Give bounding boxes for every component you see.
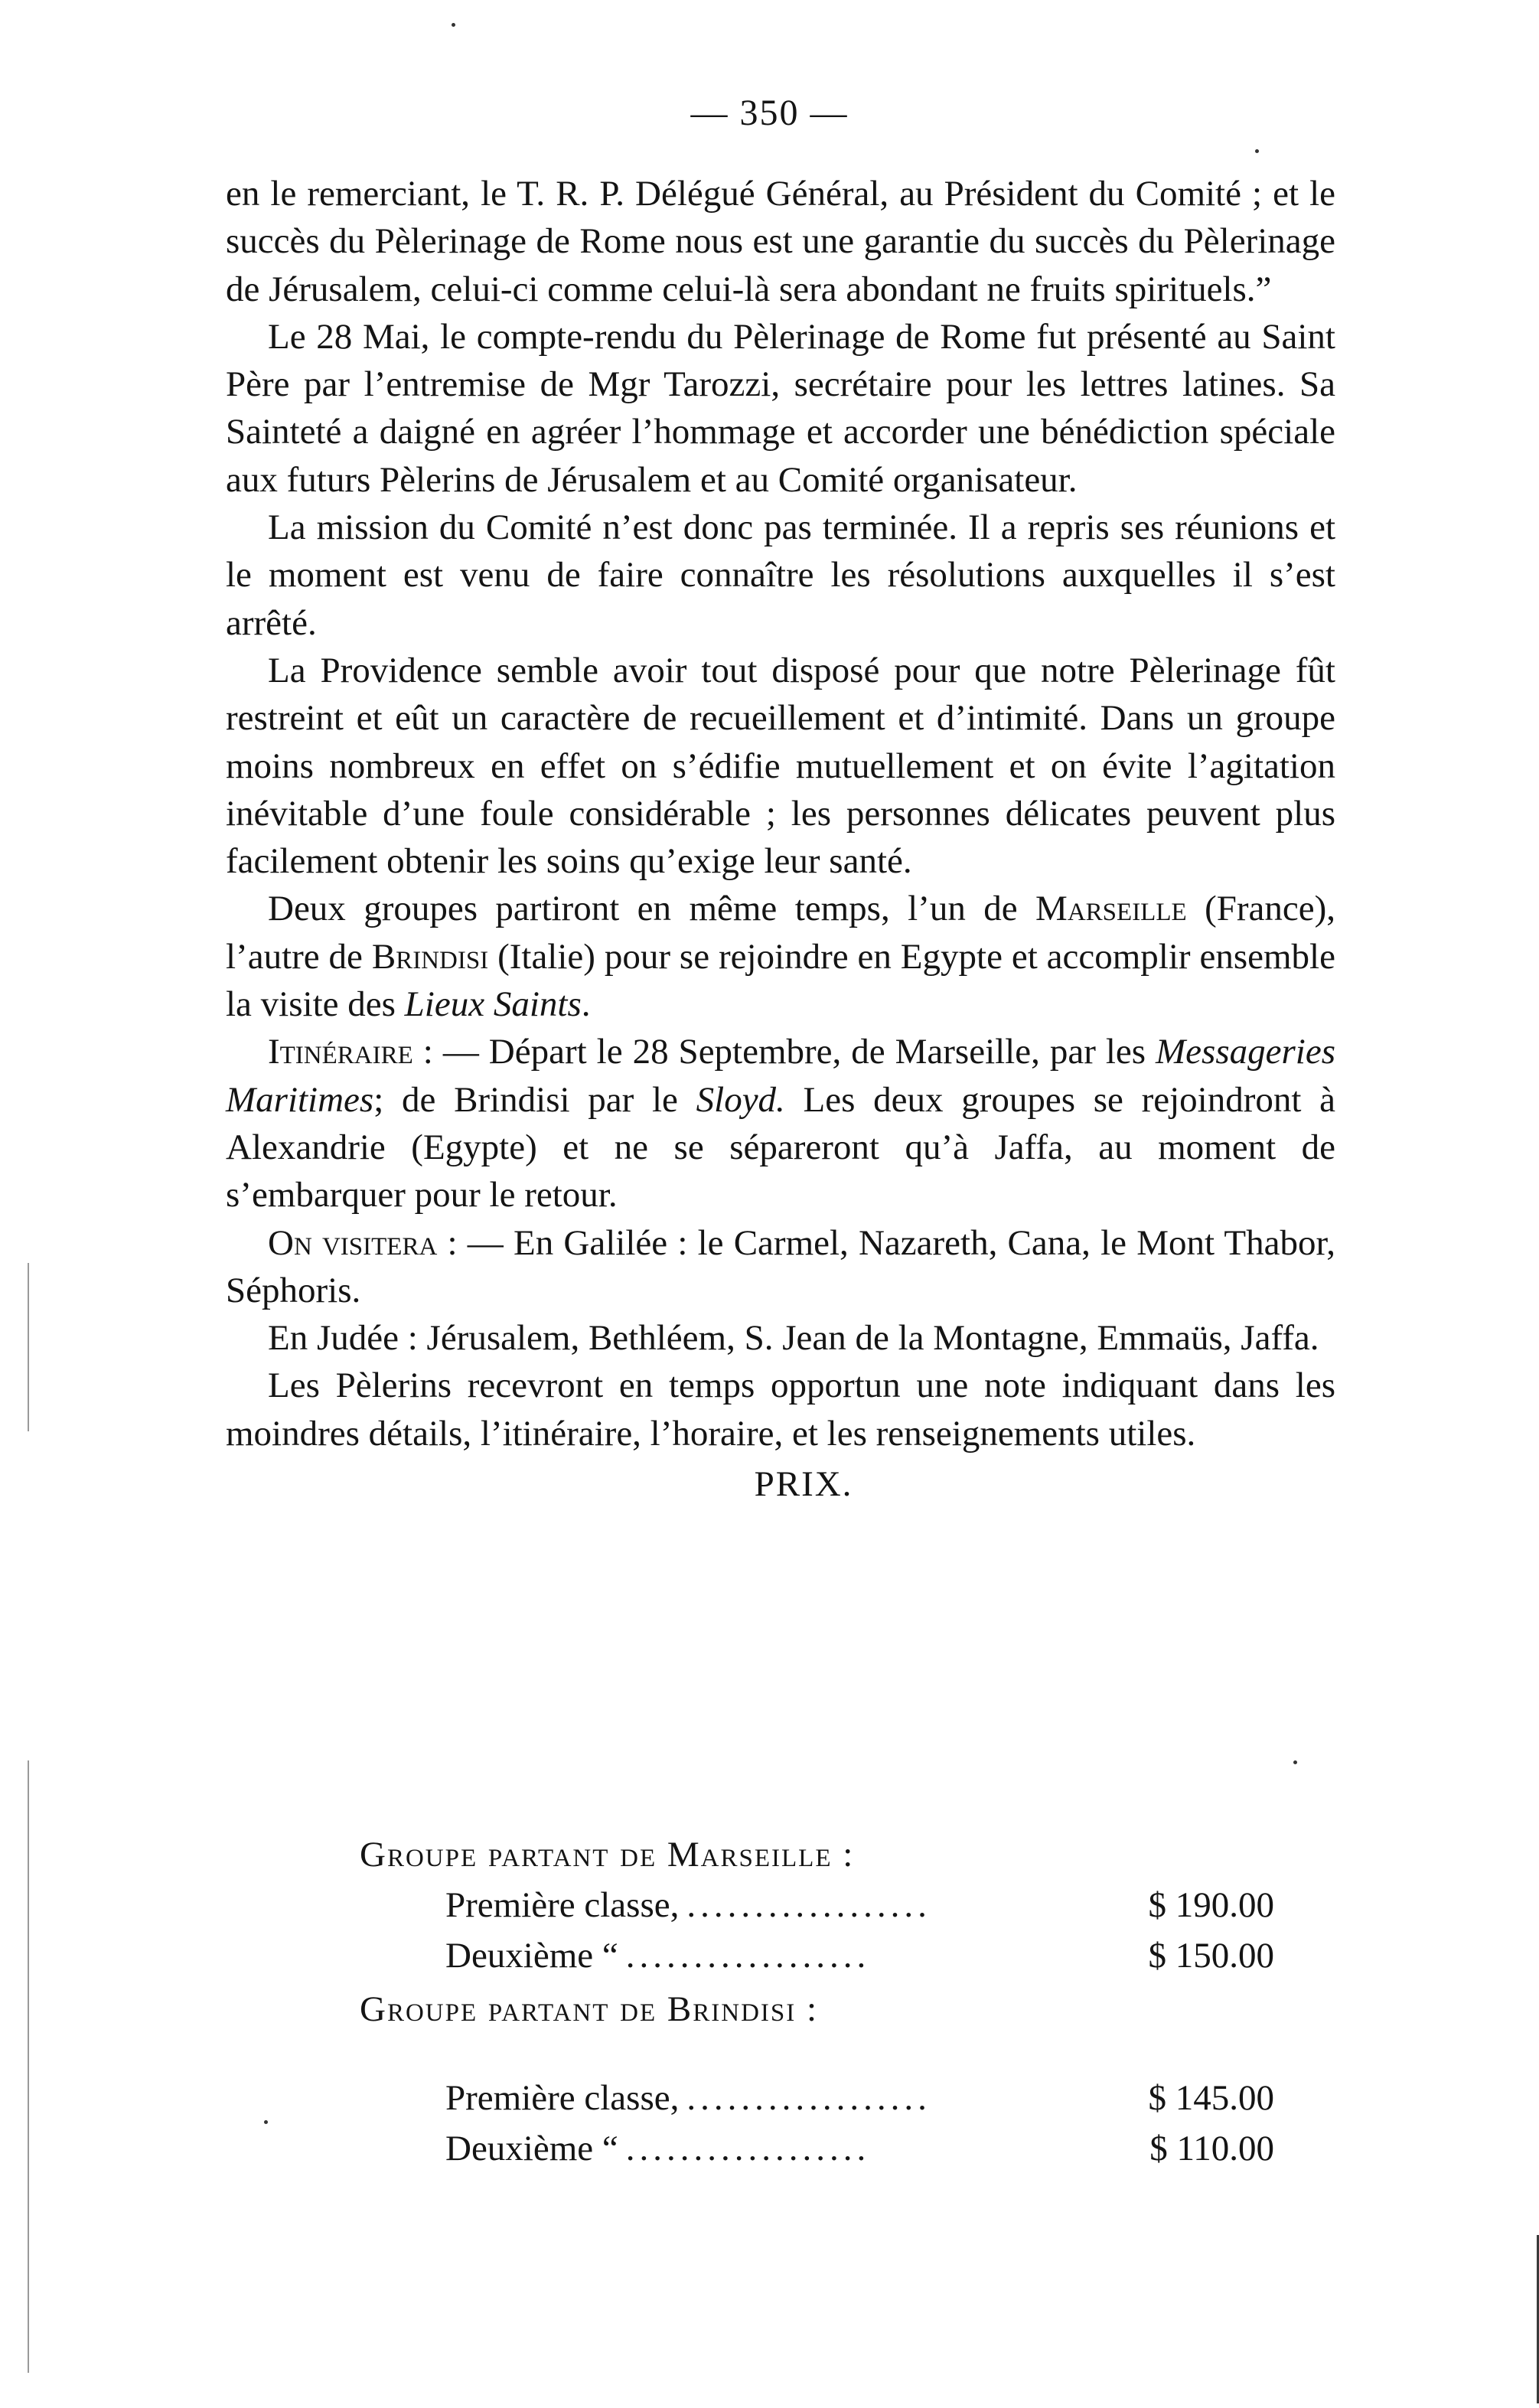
groups-text-1: Deux groupes partiront en même temps, l’un de — [268, 889, 1036, 929]
price-amount: $ 150.00 — [1148, 1936, 1274, 1976]
left-margin-mark — [28, 1760, 29, 2373]
paragraph-compte-rendu: Le 28 Mai, le compte-rendu du Pèlerinage de Rome fut présenté au Saint Père par l’entremise de Mgr Tarozzi, secrétaire pour les lettres latines. Sa Sainteté a daigné en agréer l’hommage et accorder une bénédiction spéciale aux futurs Pèlerins de Jérusalem et au Comité organisateur. — [226, 316, 1335, 500]
scan-speck — [1293, 1760, 1297, 1764]
left-margin-mark — [28, 1263, 29, 1431]
price-class-label: Première classe, — [445, 1885, 680, 1925]
paragraph-continuation: en le remerciant, le T. R. P. Délégué Général, au Président du Comité ; et le succès du Pèlerinage de Rome nous est une garantie du succès du Pèlerinage de Jérusalem, celui-ci comme celui-là sera abondant ne fruits spirituels.” — [226, 174, 1335, 309]
price-class-label: Première classe, — [445, 2078, 680, 2118]
price-class-label: Deuxième “ — [445, 2129, 618, 2168]
paragraph-providence: La Providence semble avoir tout disposé pour que notre Pèlerinage fût restreint et eût un caractère de recueillement et d’intimité. Dans un groupe moins nombreux en effet on s’édifie mutuellement et on évite l’agitation inévitable d’une foule considérable ; les personnes délicates peuvent plus facilement obtenir les soins qu’exige leur santé. — [226, 650, 1335, 882]
visits-galilee: — En Galilée : le Carmel, Nazareth, Cana, le Mont Thabor, Séphoris. — [226, 1222, 1335, 1310]
paragraph-groups — [226, 885, 1335, 1028]
body-text — [226, 170, 1335, 1508]
paragraph-visits-judee: En Judée : Jérusalem, Bethléem, S. Jean de la Montagne, Emmaüs, Jaffa. — [268, 1318, 1319, 1359]
group-title-marseille: Groupe partant de Marseille : — [360, 1835, 855, 1875]
groups-text-2: (France), l’autre de — [226, 889, 1335, 977]
price-amount: $ 110.00 — [1149, 2129, 1274, 2168]
dot-leader: .................. — [625, 1936, 871, 1976]
price-row — [445, 2123, 1274, 2174]
paragraph-mission: La mission du Comité n’est donc pas terminée. Il a repris ses réunions et le moment est venu de faire connaître les résolutions auxquelles il s’est arrêté. — [226, 507, 1335, 643]
messageries-maritimes: Messageries Maritimes — [226, 1032, 1335, 1120]
price-row — [445, 1930, 1274, 1981]
dot-leader: .................. — [686, 1885, 931, 1925]
paragraph-visits-galilee — [226, 1219, 1335, 1315]
group-title-brindisi: Groupe partant de Brindisi : — [360, 1989, 819, 2029]
itinerary-text-2: ; de Brindisi par le — [373, 1079, 696, 1120]
price-amount: $ 190.00 — [1148, 1885, 1274, 1925]
itinerary-text-3: Les deux groupes se rejoindront à Alexandrie (Egypte) et ne se sépareront qu’à Jaffa, au moment de s’embarquer pour le retour. — [226, 1079, 1335, 1215]
dot-leader: .................. — [625, 2129, 871, 2168]
page-number: — 350 — — [690, 93, 849, 133]
price-row — [445, 2073, 1274, 2123]
lieux-saints: Lieux Saints — [404, 984, 582, 1025]
groups-text-end: . — [581, 984, 591, 1025]
prices-heading: PRIX. — [754, 1464, 853, 1505]
paragraph-itinerary — [226, 1028, 1335, 1219]
itinerary-text-1: — Départ le 28 Septembre, de Marseille, par les — [432, 1032, 1156, 1072]
itinerary-label: Itinéraire : — [268, 1032, 433, 1072]
lloyd-name: Sloyd. — [696, 1079, 785, 1120]
visits-label: On visitera : — [268, 1222, 458, 1263]
groups-text-3: (Italie) pour se rejoindre en Egypte et accomplir ensemble la visite des — [226, 936, 1335, 1025]
scan-speck — [452, 23, 455, 27]
scan-speck — [264, 2120, 268, 2124]
scan-speck — [1255, 149, 1259, 153]
city-marseille: Marseille — [1035, 889, 1187, 929]
price-amount: $ 145.00 — [1148, 2078, 1274, 2118]
price-list — [360, 1829, 1301, 2174]
price-class-label: Deuxième “ — [445, 1936, 618, 1976]
price-row — [445, 1880, 1274, 1930]
city-brindisi: Brindisi — [371, 936, 489, 977]
dot-leader: .................. — [686, 2078, 931, 2118]
paragraph-closing: Les Pèlerins recevront en temps opportun une note indiquant dans les moindres détails, l’itinéraire, l’horaire, et les renseignements utiles. — [226, 1366, 1335, 1454]
